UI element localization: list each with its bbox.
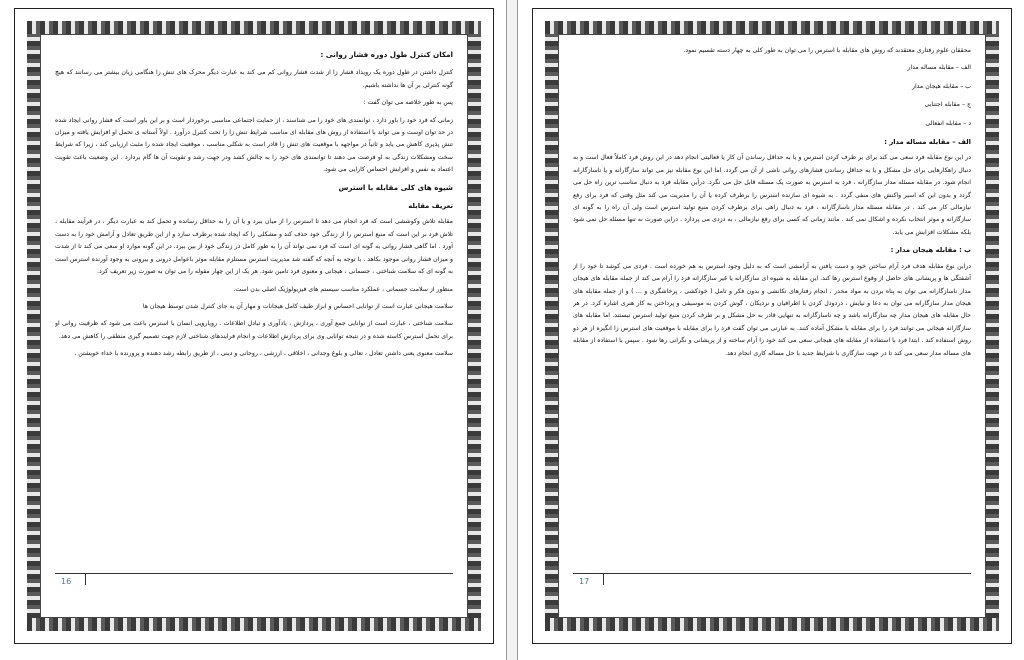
paragraph: زمانی که فرد خود را باور دارد ، توانمندی های خود را می شناسند ، از حمایت اجتماعی مناسبی برخوردار است و بر این باور است که فشار روانی ایجاد شده در حد توان اوست و می تواند با استفاده از روش های مقابله ای مناسب شرایط تنش زا را تحت کنترل درآورد . اولاً آستانه ی تحمل او افزایش یافته و میزان تنش پذیری کاهش می یابد و ثانیاً در مواجهه با موقعیت های تنش زا قادر است به شکلی مناسب ، موقعیت ایجاد شده را مثبت ارزیابی کند ، زیرا که شرایط سخت ومشکلات زندگی به او فرصت می دهند تا توانمندی های خود را به چالش کشد ودر جهت رشد و تقویت آن ها گام بردارد . این وضعیت باعث تقویت اعتماد به نفس و افزایش احساس کارایی می شود. (55, 116, 453, 174)
paragraph: کنترل داشتن در طول دوره یک رویداد فشار زا از شدت فشار روانی کم می کند به عبارت دیگر محرک های تنش زا هنگامی زیان بیشتر می رسانند که هیچ گونه کنترلی بر آن ها نداشته باشیم. (55, 69, 453, 89)
subheading: تعریف مقابله (408, 202, 453, 211)
page-footer (573, 573, 971, 587)
footer-rule (55, 573, 453, 574)
right-page (518, 0, 1024, 660)
paragraph: سلامت شناختی ، عبارت است از توانایی جمع آوری ، پردازش ، یادآوری و تبادل اطلاعات . رویارویی انسان با استرس باعث می شود که ظرفیت روانی او برای تحمل استرس کاسته شده و در نتیجه توانایی وی برای پردازش اطلاعات و انجام فرایندهای شناختی لازم جهت تصمیم گیری منطقی را کاهش می دهد. (55, 320, 453, 340)
page-content (55, 45, 453, 557)
list-item: الف – مقابله مساله مدار (907, 64, 971, 72)
section-heading: امکان کنترل طول دوره فشار روانی : (320, 50, 453, 59)
left-page (0, 0, 506, 660)
page-number: 16 (61, 577, 72, 586)
paragraph: سلامت معنوی یعنی داشتن تعادل ، تعالی و بلوغ وجدانی ، اخلاقی ، ارزشی ، روحانی و دینی ، از طریق رابطه رشد دهنده و پرورنده با خداء خویشتن . (74, 350, 453, 358)
section-heading: شیوه های کلی مقابله با استرس (338, 182, 453, 192)
paragraph: سلامت هیجانی عبارت است از توانایی احساس و ابراز طیف کامل هیجانات و مهار آن به جای کنترل شدن توسط هیجان ها (142, 302, 453, 310)
paragraph: مقابله تلاش وکوششی است که فرد انجام می دهد تا استرس را از میان ببرد و یا آن را به حداقل رسانده و تحمل کند به عبارت دیگر ، در فرآیند مقابله ، تلاش فرد بر این است که منبع استرس را از زندگی خود حذف کند و مشکلی را که ایجاد شده برطرف سازد و از این طریق تعادل و آرامش خود را به دست آورد . اما گاهی فشار روانی به گونه ای است که فرد نمی تواند آن را به طور کامل در زندگی خود از بین ببرد. در این گونه موارد او سعی می کند تا از شدت و میزان فشار روانی موجود بکاهد . با توجه به آنچه که گفته شد مدیریت استرس مستلزم مقابله موثر باعوامل درونی و بیرونی به وجود آورنده استرس است به گونه ای که سلامت شناختی ، جسمانی ، هیجانی و معنوی فرد تامین شود. هر یک از این چهار مقوله را می توان به صورت زیر تعریف کرد. (55, 218, 453, 276)
subheading: ب : مقابله هیجان مدار : (890, 246, 971, 255)
page-border (14, 8, 494, 644)
page-gutter (506, 0, 518, 660)
page-number: 17 (579, 577, 590, 586)
page-content (573, 45, 971, 557)
paragraph: محققان علوم رفتاری معتقدند که روش های مقابله با استرس را می توان به طور کلی به چهار دسته تقسیم نمود. (683, 47, 971, 54)
list-item: ج – مقابله اجتنابی (924, 101, 971, 109)
paragraph: منظور از سلامت جسمانی ، عملکرد مناسب سیستم های فیزیولوژیک اصلی بدن است. (233, 285, 453, 293)
subheading: الف – مقابله مساله مدار : (884, 138, 971, 147)
list-item: ب – مقابله هیجان مدار (911, 82, 971, 90)
page-border (532, 8, 1012, 644)
list-item: د – مقابله انفعالی (925, 119, 971, 127)
paragraph: پس به طور خلاصه می توان گفت : (363, 99, 453, 107)
footer-divider (603, 573, 604, 585)
paragraph: در این نوع مقابله فرد سعی می کند برای بر طرف کردن استرس و یا به حداقل رساندن آن کار یا فعالیتی انجام دهد در این روش فرد کاملاً فعال است و به دنبال راهکارهایی برای حل مشکل و یا به حداقل رساندن فشارهای روانی ناشی از آن می گردد. اما این نوع مقابله نیز می تواند سازگارانه و یا ناسازگارانه انجام شود. در مقابله مسئله مدار سازگارانه ، فرد به استرس به صورت یک مسئله قابل حل می نگرد. درآین مقابله فرد به دنبال مناسب ترین راه حل می گردد و بدون این که اسیر واکنش های منفی گردد . به شیوه ای سازنده استرس را برطرف کرده یا آن را مدیریت می کند مثل وقتی که فرد برای رفع نیازمالی کار می کند . در مقابله مسئله مدار ناسازگارانه ، فرد به دنبال راهی برای برطرف کردن منبع تولید استرس است ولی آن راه را به گونه ای سازگارانه و موثر انتخاب نکرده و اشکال نمی کند . مانند زمانی که کسی برای رفع نیازمالی ، به دزدی می پردازد . دراین صورت نه تنها مسئله حل نمی شود بلکه مشکلات افزایش می یابد. (573, 154, 971, 236)
page-footer (55, 573, 453, 587)
footer-rule (573, 573, 971, 574)
page-body (40, 34, 468, 618)
page-body (558, 34, 986, 618)
paragraph: دراین نوع مقابله هدف فرد آرام ساختن خود و دست یافتن به آرامشی است که به دلیل وجود استرس به هم خورده است . فردی می کوشد تا خود را از آشفتگی ها و پریشانی های حاصل از وقوع استرس رها کند. این مقابله به شیوه ای سازگارانه یا غیر سازگارانه فرد را آرام می کند از جمله مقابله های هیجان مدار ناسازگارانه می توان به پناه بردن به مواد مخدر ، انجام رفتارهای تکانشی و بدون فکر و تامل ( خودکشی ، پرخاشگری و ... ) و از جمله مقابله های هیجان مدار سازگارانه می توان به دعا و نیایش ، دردودل کردن با اطرافیان و نزدیکان ، گوش کردن به موسیقی و پرداختن به کار هنری اشاره کرد. در هر حال مقابله های هیجان مدار چه سازگارانه باشد و چه ناسازگارانه به تنهایی قادر به حل مشکل و بر طرف کردن منبع تولید استرس نیستند. اما مقابله های سازگارانه هیجانی می توانند فرد را برای مقابله با مشکل آماده کنند. به عبارتی می توان گفت فرد را برای مقابله با موقعیت های استرس زا انگیزه از هر دو روش استفاده کند . ابتدا فرد با استفاده از مقابله های هیجانی سعی می کند خود را آرام ساخته و از پریشانی و نگرانی رها شود . سپس با استفاده از مقابله های مساله مدار سعی می کند تا در جهت سازگاری با شرایط جدید با حل مساله کاری انجام دهد. (573, 262, 971, 357)
footer-divider (85, 573, 86, 585)
